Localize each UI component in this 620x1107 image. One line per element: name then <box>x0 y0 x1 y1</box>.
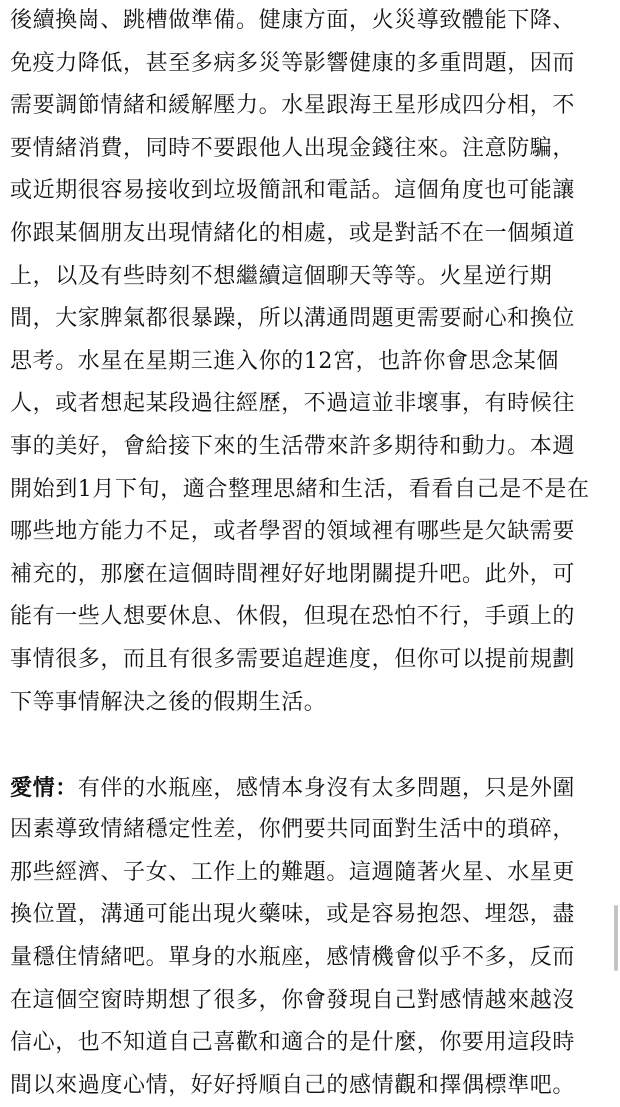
text-line: 因素導致情緒穩定性差，你們要共同面對生活中的瑣碎， <box>10 817 576 843</box>
text-line: 要情緒消費，同時不要跟他人出現金錢往來。注意防騙， <box>10 135 576 161</box>
text-line: 上，以及有些時刻不想繼續這個聊天等等。火星逆行期 <box>10 263 553 289</box>
text-line: 你跟某個朋友出現情緒化的相處，或是對話不在一個頻道 <box>10 220 576 246</box>
text-line: 或近期很容易接收到垃圾簡訊和電話。這個角度也可能讓 <box>10 178 576 204</box>
text-line: 補充的，那麼在這個時間裡好好地閉關提升吧。此外，可 <box>10 561 576 587</box>
text-line: 需要調節情緒和緩解壓力。水星跟海王星形成四分相，不 <box>10 93 576 119</box>
text-line: 哪些地方能力不足，或者學習的領域裡有哪些是欠缺需要 <box>10 519 576 545</box>
text-line: 後續換崗、跳槽做準備。健康方面，火災導致體能下降、 <box>10 8 576 33</box>
text-line: 思考。水星在星期三進入你的12宮，也許你會思念某個 <box>10 348 559 374</box>
text-line: 那些經濟、子女、工作上的難題。這週隨著火星、水星更 <box>10 859 576 885</box>
text-line: 事的美好，會給接下來的生活帶來許多期待和動力。本週 <box>10 433 576 459</box>
paragraph-gap <box>10 724 610 767</box>
love-section-label: 愛情： <box>10 774 78 801</box>
article-body <box>10 0 610 1107</box>
text-line: 能有一些人想要休息、休假，但現在恐怕不行，手頭上的 <box>10 604 576 630</box>
text-line: 間，大家脾氣都很暴躁，所以溝通問題更需要耐心和換位 <box>10 306 576 332</box>
text-line: 間以來過度心情，好好捋順自己的感情觀和擇偶標準吧。 <box>10 1072 576 1098</box>
text-line: 免疫力降低，甚至多病多災等影響健康的多重問題，因而 <box>10 50 576 76</box>
text-line <box>10 767 610 810</box>
text-line: 事情很多，而且有很多需要追趕進度，但你可以提前規劃 <box>10 646 576 672</box>
paragraph-general <box>10 0 610 724</box>
text-line: 量穩住情緒吧。單身的水瓶座，感情機會似乎不多，反而 <box>10 945 576 971</box>
text-line: 在這個空窗時期想了很多，你會發現自己對感情越來越沒 <box>10 987 576 1013</box>
paragraph-love <box>10 767 610 1107</box>
text-line: 信心，也不知道自己喜歡和適合的是什麼，你要用這段時 <box>10 1030 576 1056</box>
scrollbar-thumb[interactable] <box>614 905 618 971</box>
text-line: 下等事情解決之後的假期生活。 <box>10 689 327 715</box>
text-line: 換位置，溝通可能出現火藥味，或是容易抱怨、埋怨，盡 <box>10 902 576 928</box>
text-line: 人，或者想起某段過往經歷，不過這並非壞事，有時候往 <box>10 391 576 417</box>
text-line: 開始到1月下旬，適合整理思緒和生活，看看自己是不是在 <box>10 476 590 502</box>
love-first-line: 有伴的水瓶座，感情本身沒有太多問題，只是外圍 <box>77 775 576 801</box>
